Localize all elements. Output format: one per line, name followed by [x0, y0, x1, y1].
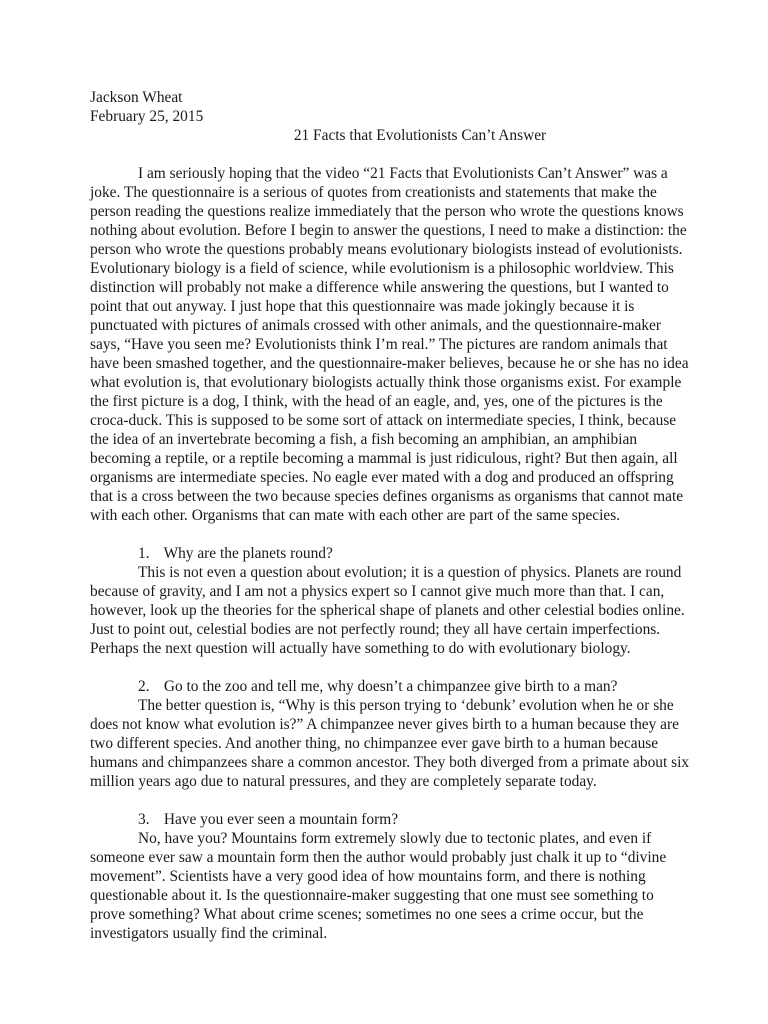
answer-paragraph: The better question is, “Why is this person trying to ‘debunk’ evolution when he or she does not know what evolution is?” A chimpanzee never gives birth to a human because they are two different species. And another thing, no chimpanzee ever gave birth to a human because humans and chimpanzees share a common ancestor. They both diverged from a primate about six million years ago due to natural pressures, and they are completely separate today. [90, 697, 690, 790]
question-text: Have you ever seen a mountain form? [163, 811, 399, 828]
question-block [90, 677, 690, 791]
author-name: Jackson Wheat [90, 89, 183, 106]
intro-paragraph: I am seriously hoping that the video “21 Facts that Evolutionists Can’t Answer” was a joke. The questionnaire is a serious of quotes from creationists and statements that make the person reading the questions realize immediately that the person who wrote the questions knows nothing about evolution. Before I begin to answer the questions, I need to make a distinction: the person who wrote the questions probably means evolutionary biologists instead of evolutionists. Evolutionary biology is a field of science, while evolutionism is a philosophic worldview. This distinction will probably not make a difference while answering the questions, but I wanted to point that out anyway. I just hope that this questionnaire was made jokingly because it is punctuated with pictures of animals crossed with other animals, and the questionnaire-maker says, “Have you seen me? Evolutionists think I’m real.” The pictures are random animals that have been smashed together, and the questionnaire-maker believes, because he or she has no idea what evolution is, that evolutionary biologists actually think those organisms exist. For example the first picture is a dog, I think, with the head of an eagle, and, yes, one of the pictures is the croca-duck. This is supposed to be some sort of attack on intermediate species, I think, because the idea of an invertebrate becoming a fish, a fish becoming an amphibian, an amphibian becoming a reptile, or a reptile becoming a mammal is just ridiculous, right? But then again, all organisms are intermediate species. No eagle ever mated with a dog and produced an offspring that is a cross between the two because species defines organisms as organisms that cannot mate with each other. Organisms that can mate with each other are part of the same species. [90, 165, 689, 524]
question-number: 2. [138, 678, 150, 695]
question-text: Why are the planets round? [163, 545, 333, 562]
document-title: 21 Facts that Evolutionists Can’t Answer [293, 127, 547, 144]
question-heading [90, 677, 690, 696]
question-text: Go to the zoo and tell me, why doesn’t a chimpanzee give birth to a man? [163, 678, 618, 695]
answer-paragraph: No, have you? Mountains form extremely slowly due to tectonic plates, and even if someone ever saw a mountain form then the author would probably just chalk it up to “divine movement”. Scientists have a very good idea of how mountains form, and there is nothing questionable about it. Is the questionnaire-maker suggesting that one must see something to prove something? What about crime scenes; sometimes no one sees a crime occur, but the investigators usually find the criminal. [90, 830, 667, 942]
paragraph-spacer [90, 525, 690, 544]
paragraph-spacer [90, 658, 690, 677]
paragraph-spacer [90, 791, 690, 810]
question-heading [90, 810, 690, 829]
question-block [90, 810, 690, 943]
document-page [90, 88, 690, 943]
answer-paragraph: This is not even a question about evolution; it is a question of physics. Planets are round because of gravity, and I am not a physics expert so I cannot give much more than that. I can, however, look up the theories for the spherical shape of planets and other celestial bodies online. Just to point out, celestial bodies are not perfectly round; they all have certain imperfections. Perhaps the next question will actually have something to do with evolutionary biology. [90, 564, 685, 657]
document-date: February 25, 2015 [90, 108, 204, 125]
question-number: 1. [138, 545, 150, 562]
question-block [90, 544, 690, 658]
question-heading [90, 544, 690, 563]
question-number: 3. [138, 811, 150, 828]
